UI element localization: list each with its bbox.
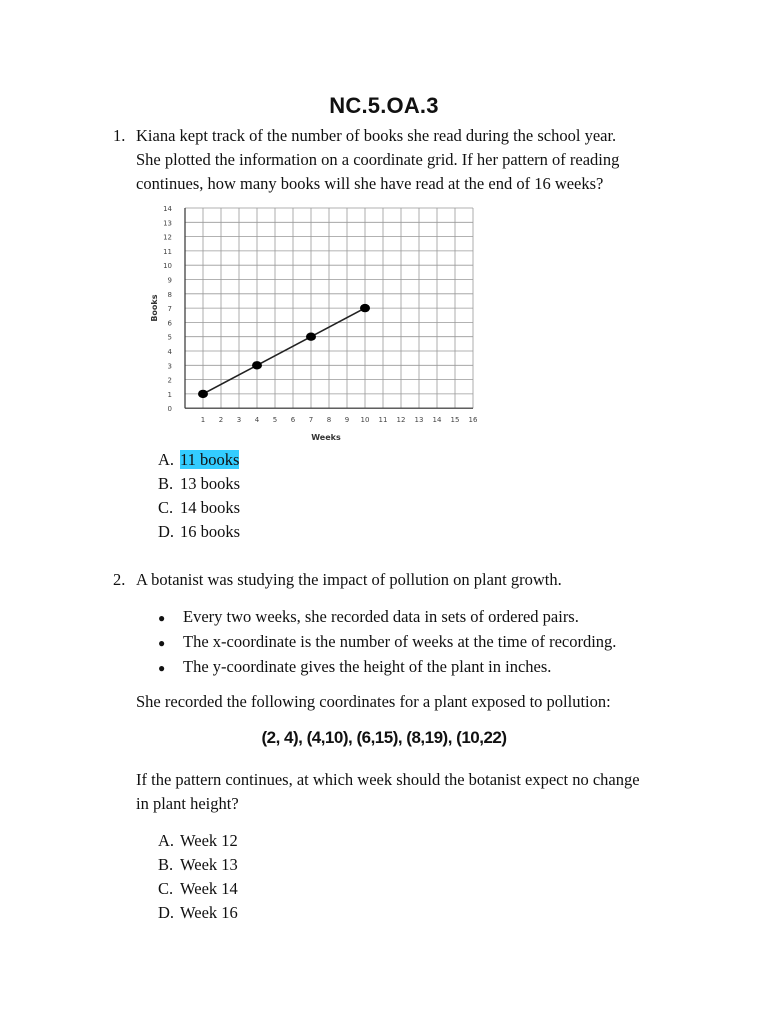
x-tick-label: 3 [236, 416, 242, 425]
y-tick-label: 2 [167, 376, 172, 385]
x-tick-label: 8 [326, 416, 332, 425]
question-2-question [136, 768, 696, 816]
bullet-icon: ● [158, 661, 166, 675]
y-tick-label: 8 [167, 290, 172, 299]
x-tick-label: 15 [450, 416, 460, 425]
choice-c-text: 14 books [180, 498, 241, 517]
x-tick-label: 2 [218, 416, 224, 425]
x-tick-label: 1 [200, 416, 206, 425]
y-tick-label: 0 [167, 405, 172, 414]
y-tick-label: 5 [167, 333, 172, 342]
choice-c[interactable]: C. Week 14 [158, 879, 238, 898]
question-1-line: continues, how many books will she have read at the end of 16 weeks? [136, 174, 604, 193]
x-tick-label: 5 [272, 416, 278, 425]
question-1-line: Kiana kept track of the number of books she read during the school year. [136, 126, 617, 145]
books-chart [140, 196, 485, 441]
data-point [198, 390, 208, 398]
question-1-number: 1. [113, 126, 126, 145]
x-tick-label: 16 [468, 416, 478, 425]
question-2-line: If the pattern continues, at which week should the botanist expect no change [136, 770, 640, 789]
choice-d-text: Week 16 [180, 903, 238, 922]
x-tick-label: 9 [344, 416, 350, 425]
question-1-text [136, 124, 696, 196]
choice-b-text: 13 books [180, 474, 241, 493]
y-tick-label: 12 [163, 233, 172, 242]
question-2-intro: A botanist was studying the impact of pollution on plant growth. [136, 570, 562, 589]
y-tick-label: 9 [167, 276, 172, 285]
y-tick-label: 7 [167, 305, 172, 314]
choice-d-text: 16 books [180, 522, 241, 541]
question-1-line: She plotted the information on a coordinate grid. If her pattern of reading [136, 150, 620, 169]
data-point [360, 304, 370, 312]
y-tick-label: 13 [163, 219, 172, 228]
y-tick-label: 4 [167, 348, 172, 356]
y-tick-label: 10 [163, 262, 172, 271]
choice-d[interactable]: D. 16 books [158, 522, 241, 541]
bullet-item: ● The y-coordinate gives the height of the plant in inches. [158, 655, 616, 680]
choice-b[interactable]: B. Week 13 [158, 855, 238, 874]
choice-d[interactable]: D. Week 16 [158, 903, 238, 922]
question-2-bullets [158, 605, 616, 680]
data-point [306, 333, 316, 341]
choice-b[interactable]: B. 13 books [158, 474, 241, 493]
bullet-item: ● The x-coordinate is the number of weeks at the time of recording. [158, 630, 616, 655]
bullet-icon: ● [158, 611, 166, 625]
x-tick-label: 4 [254, 416, 260, 425]
choice-a[interactable]: A. Week 12 [158, 831, 238, 850]
bullet-item: ● Every two weeks, she recorded data in sets of ordered pairs. [158, 605, 616, 630]
page-title: NC.5.OA.3 [329, 93, 439, 118]
x-tick-label: 11 [378, 416, 388, 425]
x-tick-label: 7 [308, 416, 314, 425]
x-tick-label: 13 [414, 416, 424, 425]
choice-c[interactable]: C. 14 books [158, 498, 241, 517]
x-tick-label: 14 [432, 416, 442, 425]
y-tick-label: 11 [163, 247, 172, 256]
question-2-recorded-text: She recorded the following coordinates for a plant exposed to pollution: [136, 692, 611, 711]
question-1-choices [158, 448, 240, 544]
choice-a[interactable]: A. 11 books [158, 450, 240, 469]
question-2-number: 2. [113, 570, 126, 589]
question-2-line: in plant height? [136, 794, 239, 813]
choice-a-text-highlighted: 11 books [180, 450, 240, 469]
choice-b-text: Week 13 [180, 855, 238, 874]
y-tick-label: 1 [167, 390, 172, 399]
x-axis-label: Weeks [311, 433, 341, 441]
x-tick-label: 10 [360, 416, 370, 425]
choice-a-text: Week 12 [180, 831, 238, 850]
question-2-choices [158, 829, 238, 925]
coordinate-pairs: (2, 4), (4,10), (6,15), (8,19), (10,22) [261, 728, 507, 747]
y-tick-label: 3 [167, 362, 172, 371]
x-tick-label: 12 [396, 416, 406, 425]
bullet-icon: ● [158, 636, 166, 650]
y-tick-label: 14 [163, 205, 172, 213]
data-point [252, 361, 262, 369]
y-axis-label: Books [150, 294, 159, 322]
y-tick-label: 6 [167, 319, 172, 328]
choice-c-text: Week 14 [180, 879, 238, 898]
x-tick-label: 6 [290, 416, 296, 425]
